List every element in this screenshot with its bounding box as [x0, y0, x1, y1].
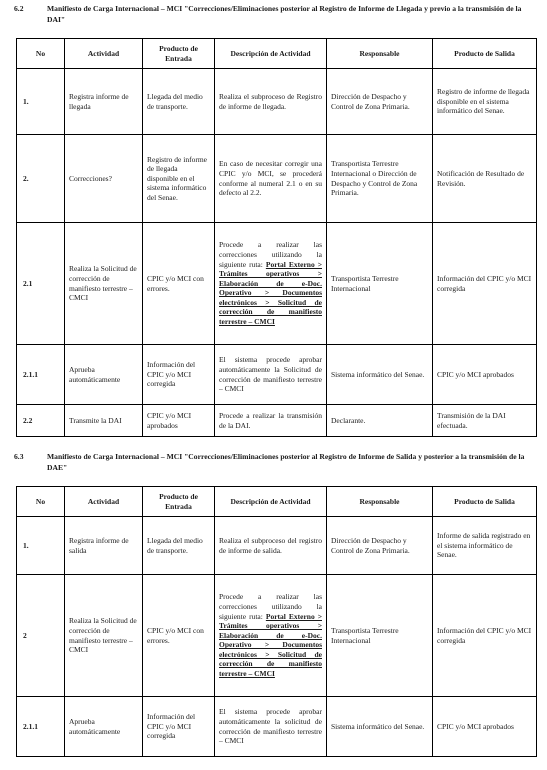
- cell-no: 2.1.1: [17, 697, 65, 757]
- header-actividad: Actividad: [65, 487, 143, 517]
- table-row: [17, 697, 537, 757]
- cell-actividad: Registra informe de salida: [65, 517, 143, 575]
- section-6-2-heading: [14, 4, 534, 25]
- cell-responsable: Sistema informático del Senae.: [327, 345, 433, 405]
- header-producto-salida: Producto de Salida: [433, 39, 537, 69]
- cell-no: 2.2: [17, 405, 65, 437]
- portal-route-link[interactable]: Portal Externo > Trámites operativos > Elaboración de e-Doc. Operativo > Documentos electrónicos > Solicitud de corrección de manifiesto terrestre – CMCI: [219, 259, 322, 327]
- cell-actividad: Aprueba automáticamente: [65, 345, 143, 405]
- section-number: 6.2: [14, 4, 24, 13]
- section-number: 6.3: [14, 452, 24, 461]
- cell-salida: CPIC y/o MCI aprobados: [433, 697, 537, 757]
- cell-actividad: Aprueba automáticamente: [65, 697, 143, 757]
- cell-actividad: Realiza la Solicitud de corrección de manifiesto terrestre – CMCI: [65, 575, 143, 697]
- table-row: [17, 405, 537, 437]
- header-producto-entrada: Producto de Entrada: [143, 487, 215, 517]
- cell-descripcion: El sistema procede aprobar automáticamente la solicitud de corrección de manifiesto terrestre – CMCI: [215, 697, 327, 757]
- cell-no: 2.1: [17, 223, 65, 345]
- cell-salida: Información del CPIC y/o MCI corregida: [433, 575, 537, 697]
- header-no: No: [17, 487, 65, 517]
- header-responsable: Responsable: [327, 39, 433, 69]
- cell-actividad: Transmite la DAI: [65, 405, 143, 437]
- table-row: [17, 223, 537, 345]
- cell-responsable: Dirección de Despacho y Control de Zona Primaria.: [327, 69, 433, 135]
- cell-responsable: Transportista Terrestre Internacional: [327, 575, 433, 697]
- description-intro: Procede a realizar las correcciones utilizando la siguiente ruta:: [219, 240, 322, 269]
- cell-descripcion: [215, 575, 327, 697]
- section-title: Manifiesto de Carga Internacional – MCI "Correcciones/Eliminaciones posterior al Registro de Informe de Salida y posterior a la transmisión de la DAE": [47, 452, 525, 472]
- cell-entrada: Llegada del medio de transporte.: [143, 69, 215, 135]
- portal-route-link[interactable]: Portal Externo > Trámites operativos > Elaboración de e-Doc. Operativo > Documentos electrónicos > Solicitud de corrección de manifiesto terrestre – CMCI: [219, 611, 322, 679]
- cell-entrada: Llegada del medio de transporte.: [143, 517, 215, 575]
- cell-salida: Registro de informe de llegada disponible en el sistema informático del Senae.: [433, 69, 537, 135]
- header-descripcion: Descripción de Actividad: [215, 39, 327, 69]
- cell-responsable: Dirección de Despacho y Control de Zona Primaria.: [327, 517, 433, 575]
- cell-no: 2: [17, 575, 65, 697]
- header-actividad: Actividad: [65, 39, 143, 69]
- description-intro: Procede a realizar las correcciones utilizando la siguiente ruta:: [219, 592, 322, 621]
- cell-entrada: CPIC y/o MCI con errores.: [143, 575, 215, 697]
- process-table-6-3: [16, 486, 537, 757]
- cell-salida: Transmisión de la DAI efectuada.: [433, 405, 537, 437]
- table-row: [17, 135, 537, 223]
- cell-descripcion: [215, 223, 327, 345]
- cell-entrada: Registro de informe de llegada disponible en el sistema informático del Senae.: [143, 135, 215, 223]
- cell-descripcion: Procede a realizar la transmisión de la DAI.: [215, 405, 327, 437]
- cell-responsable: Sistema informático del Senae.: [327, 697, 433, 757]
- section-6-3-heading: [14, 452, 534, 473]
- cell-descripcion: El sistema procede aprobar automáticamente la Solicitud de corrección de manifiesto terrestre – CMCI: [215, 345, 327, 405]
- cell-salida: Información del CPIC y/o MCI corregida: [433, 223, 537, 345]
- cell-entrada: CPIC y/o MCI aprobados: [143, 405, 215, 437]
- cell-entrada: Información del CPIC y/o MCI corregida: [143, 345, 215, 405]
- table-row: [17, 345, 537, 405]
- section-title: Manifiesto de Carga Internacional – MCI "Correcciones/Eliminaciones posterior al Registro de Informe de Llegada y previo a la transmisión de la DAI": [47, 4, 522, 24]
- cell-salida: Informe de salida registrado en el sistema informático de Senae.: [433, 517, 537, 575]
- header-no: No: [17, 39, 65, 69]
- table-row: [17, 517, 537, 575]
- header-producto-salida: Producto de Salida: [433, 487, 537, 517]
- cell-entrada: Información del CPIC y/o MCI corregida: [143, 697, 215, 757]
- cell-salida: CPIC y/o MCI aprobados: [433, 345, 537, 405]
- cell-no: 1.: [17, 69, 65, 135]
- table-header-row: [17, 39, 537, 69]
- cell-descripcion: En caso de necesitar corregir una CPIC y/o MCI, se procederá conforme al numeral 2.1 o en su defecto al 2.2.: [215, 135, 327, 223]
- table-header-row: [17, 487, 537, 517]
- header-responsable: Responsable: [327, 487, 433, 517]
- table-row: [17, 575, 537, 697]
- cell-descripcion: Realiza el subproceso de Registro de informe de llegada.: [215, 69, 327, 135]
- cell-no: 1.: [17, 517, 65, 575]
- cell-actividad: Correcciones?: [65, 135, 143, 223]
- table-row: [17, 69, 537, 135]
- cell-responsable: Transportista Terrestre Internacional o Dirección de Despacho y Control de Zona Primaria.: [327, 135, 433, 223]
- header-descripcion: Descripción de Actividad: [215, 487, 327, 517]
- cell-salida: Notificación de Resultado de Revisión.: [433, 135, 537, 223]
- cell-actividad: Registra informe de llegada: [65, 69, 143, 135]
- cell-descripcion: Realiza el subproceso del registro de informe de salida.: [215, 517, 327, 575]
- cell-responsable: Declarante.: [327, 405, 433, 437]
- cell-entrada: CPIC y/o MCI con errores.: [143, 223, 215, 345]
- header-producto-entrada: Producto de Entrada: [143, 39, 215, 69]
- cell-no: 2.: [17, 135, 65, 223]
- cell-no: 2.1.1: [17, 345, 65, 405]
- cell-actividad: Realiza la Solicitud de corrección de manifiesto terrestre – CMCI: [65, 223, 143, 345]
- process-table-6-2: [16, 38, 537, 437]
- cell-responsable: Transportista Terrestre Internacional: [327, 223, 433, 345]
